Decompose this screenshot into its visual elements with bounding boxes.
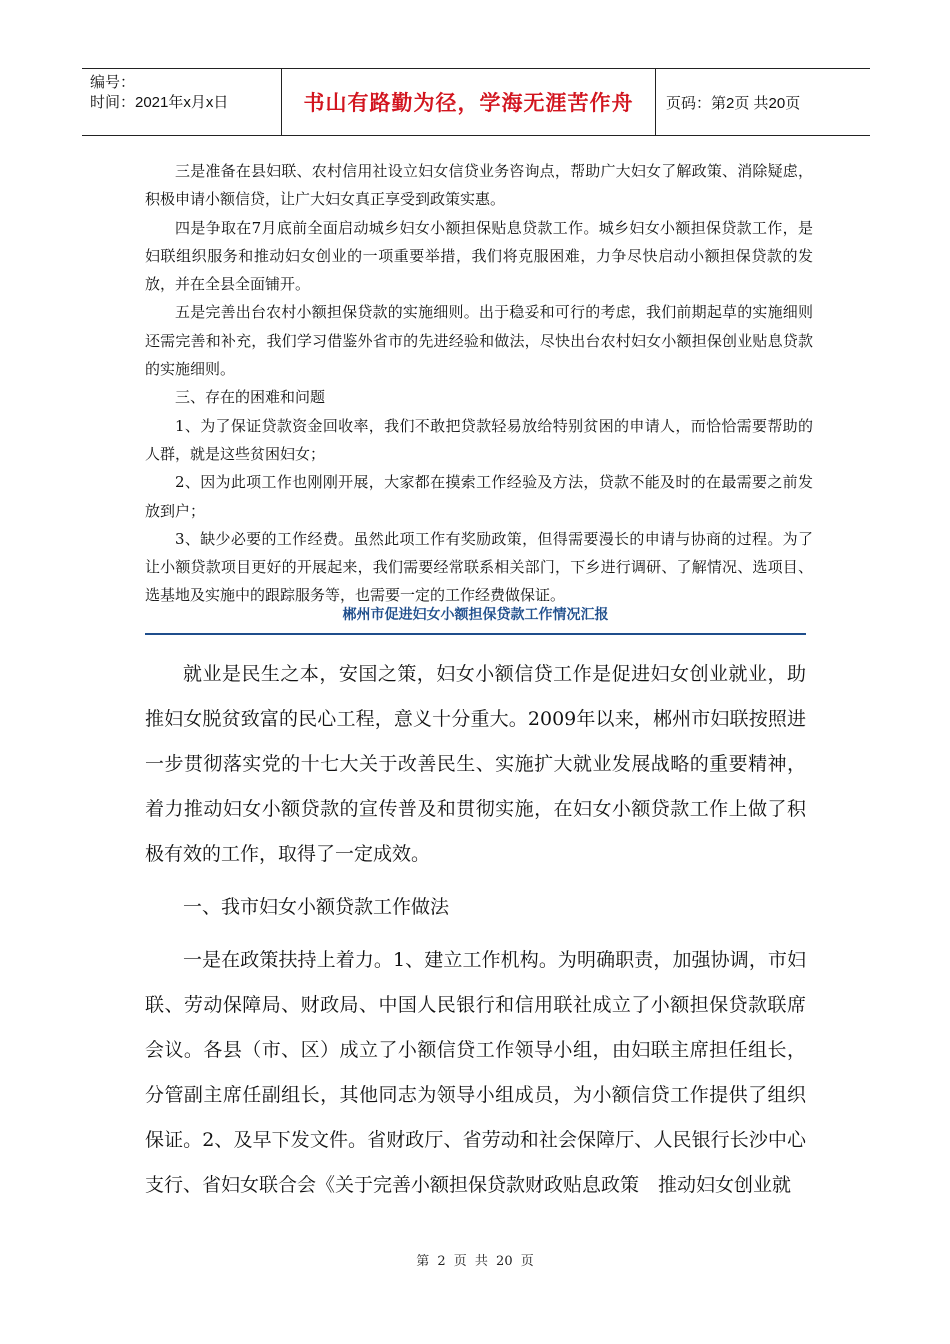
paragraph: 四是争取在7月底前全面启动城乡妇女小额担保贴息贷款工作。城乡妇女小额担保贷款工作，是妇联组织服务和推动妇女创业的一项重要举措，我们将克服困难，力争尽快启动小额担保贷款的发放，并在全县全面铺开。 bbox=[145, 218, 813, 294]
report-body bbox=[145, 652, 806, 1208]
previous-section-body bbox=[145, 157, 813, 610]
section-heading: 一、我市妇女小额贷款工作做法 bbox=[183, 896, 450, 918]
page-footer: 第 2 页 共 20 页 bbox=[416, 1254, 534, 1269]
title-divider bbox=[145, 633, 806, 635]
document-date: 时间：2021年x月x日 bbox=[90, 94, 229, 111]
paragraph: 五是完善出台农村小额担保贷款的实施细则。出于稳妥和可行的考虑，我们前期起草的实施细则还需完善和补充，我们学习借鉴外省市的先进经验和做法，尽快出台农村妇女小额担保创业贴息贷款的实施细则。 bbox=[145, 303, 813, 379]
header-page-info: 页码：第2页 共20页 bbox=[666, 94, 801, 112]
paragraph: 就业是民生之本，安国之策，妇女小额信贷工作是促进妇女创业就业，助推妇女脱贫致富的民心工程，意义十分重大。2009年以来，郴州市妇联按照进一步贯彻落实党的十七大关于改善民生、实施扩大就业发展战略的重要精神，着力推动妇女小额贷款的宣传普及和贯彻实施，在妇女小额贷款工作上做了积极有效的工作，取得了一定成效。 bbox=[145, 663, 806, 865]
paragraph: 三是准备在县妇联、农村信用社设立妇女信贷业务咨询点，帮助广大妇女了解政策、消除疑虑，积极申请小额信贷，让广大妇女真正享受到政策实惠。 bbox=[145, 162, 813, 209]
document-code-label: 编号： bbox=[90, 74, 136, 91]
header-motto: 书山有路勤为径，学海无涯苦作舟 bbox=[303, 91, 634, 115]
paragraph: 2、因为此项工作也刚刚开展，大家都在摸索工作经验及方法，贷款不能及时的在最需要之前发放到户； bbox=[145, 473, 813, 520]
section-heading: 三、存在的困难和问题 bbox=[175, 388, 326, 407]
paragraph: 3、缺少必要的工作经费。虽然此项工作有奖励政策，但得需要漫长的申请与协商的过程。为了让小额贷款项目更好的开展起来，我们需要经常联系相关部门，下乡进行调研、了解情况、选项目、选基地及实施中的跟踪服务等，也需要一定的工作经费做保证。 bbox=[145, 529, 813, 605]
paragraph: 一是在政策扶持上着力。1、建立工作机构。为明确职责，加强协调，市妇联、劳动保障局、财政局、中国人民银行和信用联社成立了小额担保贷款联席会议。各县（市、区）成立了小额信贷工作领导小组，由妇联主席担任组长，分管副主席任副组长，其他同志为领导小组成员，为小额信贷工作提供了组织保证。2、及早下发文件。省财政厅、省劳动和社会保障厅、人民银行长沙中心支行、省妇女联合会《关于完善小额担保贷款财政贴息政策 推动妇女创业就 bbox=[145, 949, 806, 1196]
header-motto-cell bbox=[282, 69, 656, 135]
header-meta-cell bbox=[82, 69, 282, 135]
paragraph: 1、为了保证贷款资金回收率，我们不敢把贷款轻易放给特别贫困的申请人，而恰恰需要帮助的人群，就是这些贫困妇女； bbox=[145, 416, 813, 463]
report-title: 郴州市促进妇女小额担保贷款工作情况汇报 bbox=[342, 607, 609, 623]
header-page-cell bbox=[656, 69, 870, 135]
header-table bbox=[82, 68, 870, 136]
